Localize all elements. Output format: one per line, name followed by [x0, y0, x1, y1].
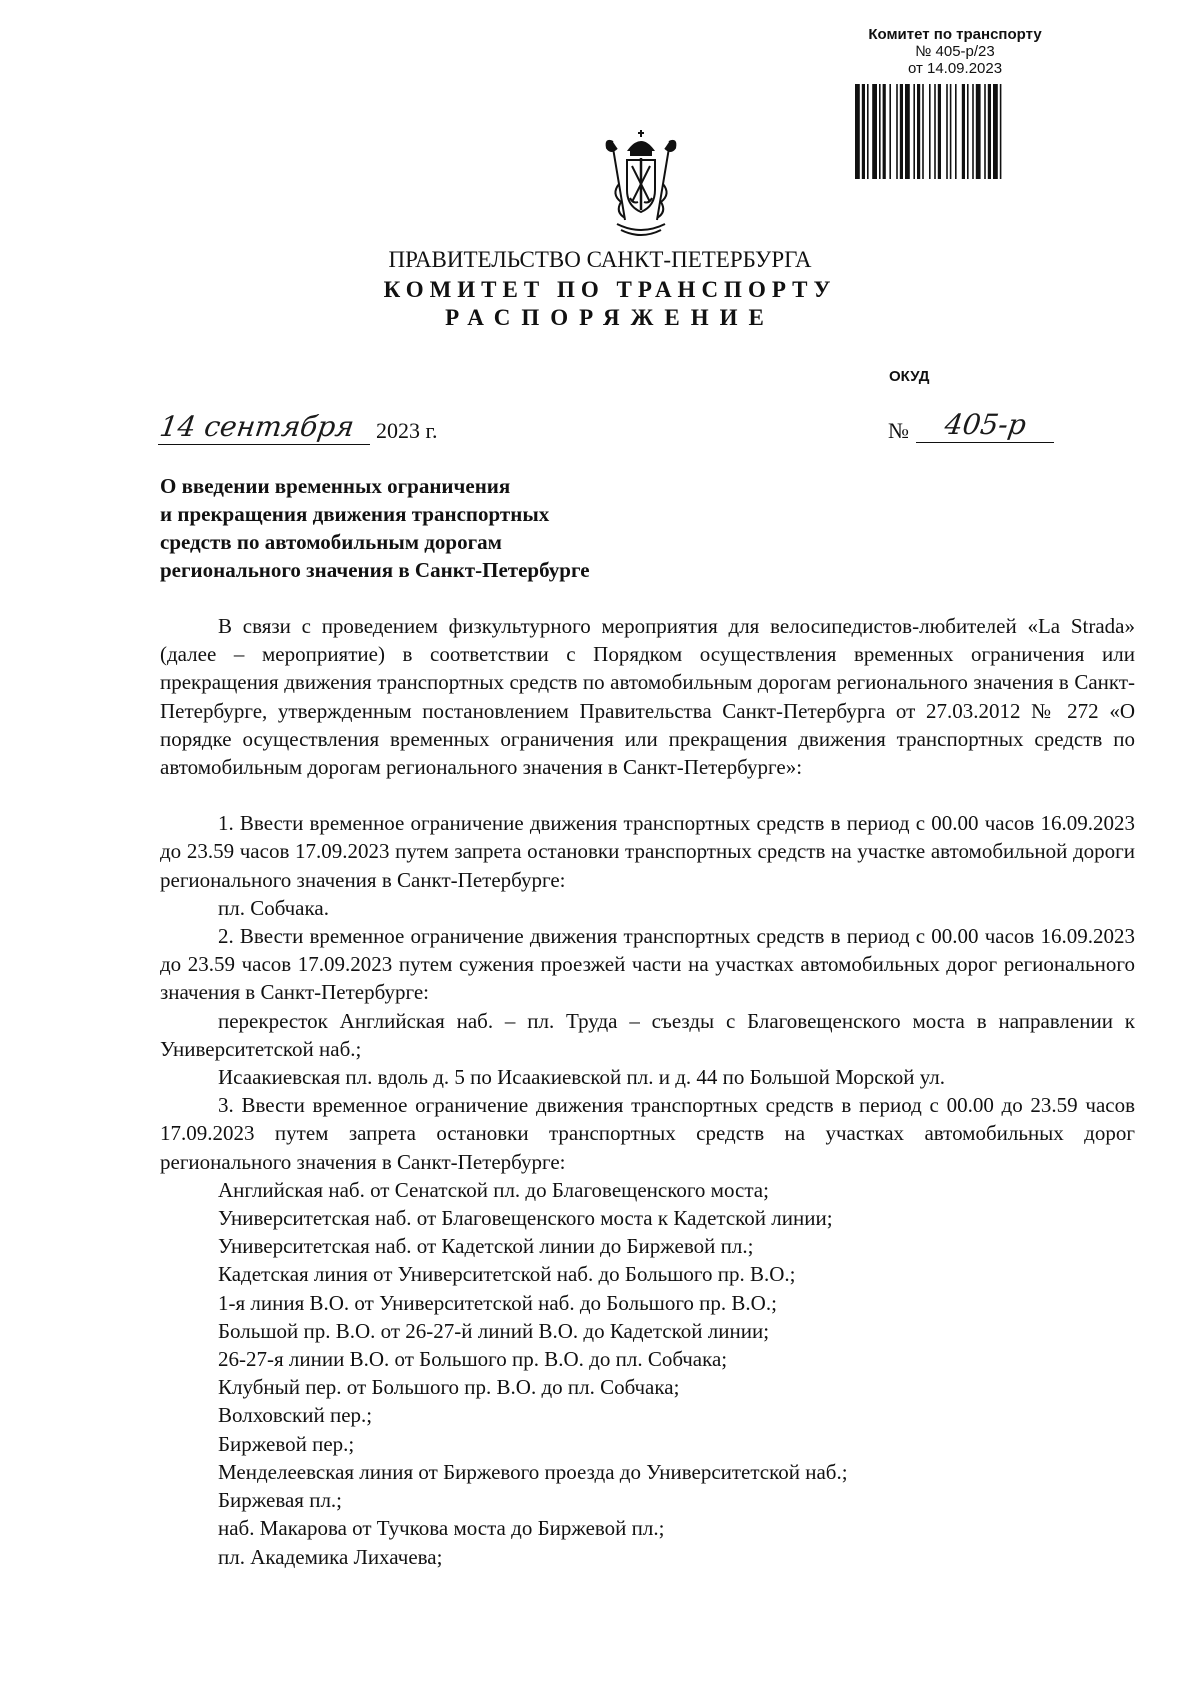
list-item: Клубный пер. от Большого пр. В.О. до пл. Собчака;	[218, 1375, 680, 1400]
list-item: Английская наб. от Сенатской пл. до Благовещенского моста;	[218, 1177, 769, 1202]
list-item: Большой пр. В.О. от 26-27-й линий В.О. до Кадетской линии;	[218, 1318, 770, 1343]
stamp-title: Комитет по транспорту	[868, 26, 1042, 43]
item-1-place: пл. Собчака.	[218, 895, 329, 920]
government-heading: ПРАВИТЕЛЬСТВО САНКТ-ПЕТЕРБУРГА	[388, 247, 812, 272]
list-item: 26-27-я линии В.О. от Большого пр. В.О. до пл. Собчака;	[218, 1347, 728, 1372]
list-item: Волховский пер.;	[218, 1403, 373, 1428]
barcode-image	[855, 84, 1059, 179]
subject-line: и прекращения движения транспортных	[160, 502, 550, 526]
list-item: Кадетская линия от Университетской наб. до Большого пр. В.О.;	[218, 1262, 796, 1287]
item-3-text: 3. Ввести временное ограничение движения транспортных средств в период с 00.00 до 23.59 часов 17.09.2023 путем запрета остановки транспортных средств на участках автомобильных дорог регионального значения в Санкт-Петербурге:	[160, 1093, 1135, 1174]
subject-line: регионального значения в Санкт-Петербурге	[160, 558, 590, 582]
okud-label: ОКУД	[889, 368, 930, 385]
date-year: 2023 г.	[376, 418, 438, 443]
committee-heading: КОМИТЕТ ПО ТРАНСПОРТУ	[383, 277, 837, 302]
list-item: 1-я линия В.О. от Университетской наб. до Большого пр. В.О.;	[218, 1290, 777, 1315]
list-item: Университетская наб. от Кадетской линии до Биржевой пл.;	[218, 1234, 754, 1259]
list-item: наб. Макарова от Тучкова моста до Биржевой пл.;	[218, 1516, 665, 1541]
document-body	[160, 612, 1135, 1571]
registration-stamp	[850, 26, 1060, 77]
number-handwritten-field	[916, 408, 1054, 443]
item-3-places-list	[160, 1176, 1135, 1571]
number-label: №	[888, 418, 909, 443]
preamble-paragraph: В связи с проведением физкультурного мероприятия для велосипедистов-любителей «La Strada» (далее – мероприятие) в соответствии с Порядком осуществления временных ограничения или прекращения движения транспортных средств по автомобильным дорогам регионального значения в Санкт-Петербурге, утвержденным постановлением Правительства Санкт-Петербурга от 27.03.2012 № 272 «О порядке осуществления временных ограничения или прекращения движения транспортных средств по автомобильным дорогам регионального значения в Санкт-Петербурге»:	[160, 614, 1135, 780]
list-item: Менделеевская линия от Биржевого проезда до Университетской наб.;	[218, 1459, 848, 1484]
document-type-heading: РАСПОРЯЖЕНИЕ	[445, 305, 775, 330]
list-item: пл. Академика Лихачева;	[218, 1544, 443, 1569]
item-1-text: 1. Ввести временное ограничение движения транспортных средств в период с 00.00 часов 16.09.2023 до 23.59 часов 17.09.2023 путем запрета остановки транспортных средств на участке автомобильной дороги регионального значения в Санкт-Петербурге:	[160, 811, 1135, 892]
list-item: Биржевой пер.;	[218, 1431, 355, 1456]
stamp-date: от 14.09.2023	[907, 60, 1003, 77]
list-item: Биржевая пл.;	[218, 1488, 343, 1513]
subject-line: О введении временных ограничения	[160, 474, 511, 498]
subject-line: средств по автомобильным дорогам	[160, 530, 502, 554]
list-item: Университетская наб. от Благовещенского моста к Кадетской линии;	[218, 1206, 833, 1231]
item-2-place: перекресток Английская наб. – пл. Труда – съезды с Благовещенского моста в направлении к Университетской наб.;	[160, 1008, 1135, 1061]
date-handwritten: 14 сентября	[157, 410, 357, 443]
number-handwritten: 405-р	[942, 408, 1028, 441]
item-2-text: 2. Ввести временное ограничение движения транспортных средств в период с 00.00 часов 16.09.2023 до 23.59 часов 17.09.2023 путем сужения проезжей части на участках автомобильных дорог регионального значения в Санкт-Петербурге:	[160, 924, 1135, 1005]
coat-of-arms-emblem	[590, 128, 692, 240]
date-handwritten-field	[158, 410, 370, 445]
document-subject	[160, 472, 700, 584]
item-2-place: Исаакиевская пл. вдоль д. 5 по Исаакиевской пл. и д. 44 по Большой Морской ул.	[218, 1065, 946, 1090]
stamp-number: № 405-р/23	[915, 43, 995, 60]
